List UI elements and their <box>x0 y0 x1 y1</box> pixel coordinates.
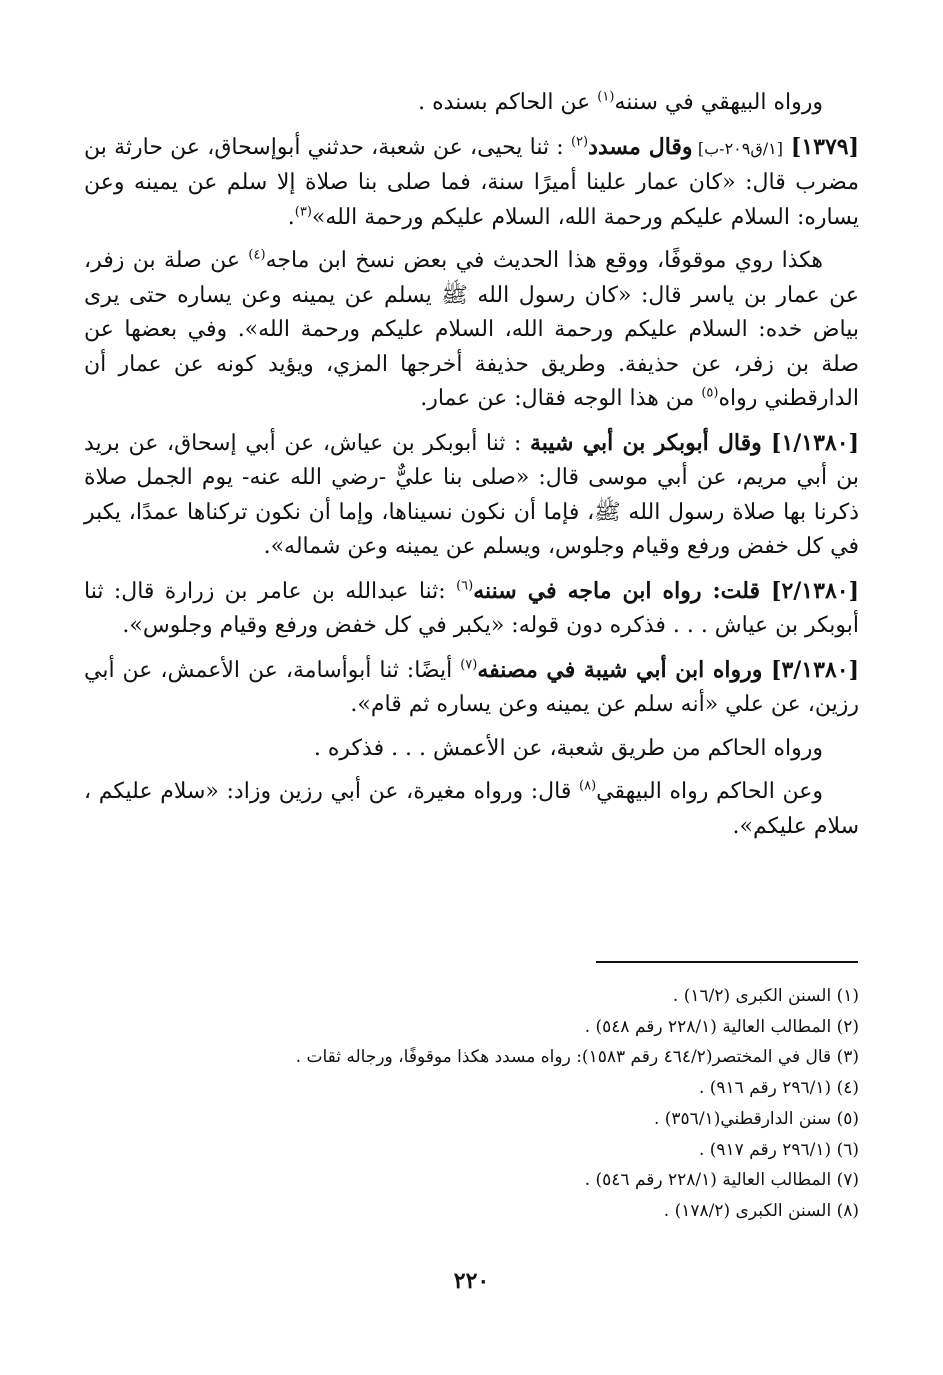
footnote-divider <box>596 961 858 963</box>
text: من هذا الوجه فقال: عن عمار. <box>420 386 702 411</box>
footnote-ref[interactable]: (٨) <box>579 778 597 794</box>
footnote: (٧) المطالب العالية (٢٢٨/١ رقم ٥٤٦) . <box>584 1170 859 1191</box>
hadith-1380-3 <box>84 653 859 723</box>
text: عن الحاكم بسنده . <box>418 90 598 115</box>
footnote: (١) السنن الكبرى (١٦/٢) . <box>672 986 859 1006</box>
hadith-1379 <box>84 130 859 236</box>
paragraph-commentary <box>84 244 859 417</box>
text: ورواه البيهقي في سننه <box>614 90 823 115</box>
footnote-ref[interactable]: (٢) <box>570 134 589 150</box>
main-text <box>84 86 859 853</box>
paragraph-bayhaqi <box>84 775 859 844</box>
footnote-ref[interactable]: (٦) <box>456 578 474 594</box>
paragraph-1 <box>84 86 859 121</box>
hadith-1380-2 <box>84 574 859 644</box>
footnote-ref[interactable]: (٥) <box>701 385 719 401</box>
narrator: وقال أبوبكر بن أبي شيبة <box>529 429 762 456</box>
text: ورواه الحاكم من طريق شعبة، عن الأعمش . . . فذكره . <box>313 735 823 761</box>
footnote-ref[interactable]: (١) <box>597 89 615 105</box>
hadith-number: [١٣٧٩] <box>783 133 859 160</box>
footnote-ref[interactable]: (٤) <box>248 247 266 263</box>
footnote: (٣) قال في المختصر(٤٦٤/٢ رقم ١٥٨٣): رواه مسدد هكذا موقوفًا، ورجاله ثقات . <box>295 1047 859 1068</box>
footnote-ref[interactable]: (٧) <box>460 657 478 673</box>
footnotes <box>120 981 859 1227</box>
text: :ثنا عبدالله بن عامر بن زرارة قال: ثنا أبوبكر بن عياش . . . فذكره دون قوله: «يكبر في كل خفض ورفع وقيام وجلوس». <box>84 578 859 638</box>
narrator: قلت: رواه ابن ماجه في سننه <box>473 577 760 604</box>
text: عن صلة بن زفر، عن عمار بن ياسر قال: «كان رسول الله ﷺ يسلم عن يمينه وعن يساره حتى يرى بياض خده: السلام عليكم ورحمة الله، السلام عليكم ورحمة الله». وفي بعضها عن صلة بن زفر، عن حذيفة. وطريق حذيفة أخرجها المزي، ويؤيد كونه عن عمار أن الدارقطني رواه <box>84 248 859 411</box>
text: قال: ورواه مغيرة، عن أبي رزين وزاد: «سلام عليكم ، سلام عليكم». <box>84 779 859 839</box>
hadith-number: [١/١٣٨٠] <box>761 429 859 456</box>
text: وعن الحاكم رواه البيهقي <box>596 779 824 804</box>
narrator: ورواه ابن أبي شيبة في مصنفه <box>477 656 763 683</box>
paragraph-hakim <box>84 732 859 767</box>
page-number: ٢٢٠ <box>453 1268 490 1294</box>
text: : ثنا يحيى، عن شعبة، حدثني أبوإسحاق، عن حارثة بن مضرب قال: «كان عمار علينا أميرًا سنة، فما صلى بنا صلاة إلا سلم عن يمينه وعن يساره: السلام عليكم ورحمة الله، السلام عليكم ورحمة الله» <box>84 134 859 230</box>
footnote: (٢) المطالب العالية (٢٢٨/١ رقم ٥٤٨) . <box>584 1016 859 1037</box>
hadith-1380-1 <box>84 426 859 565</box>
footnote: (٨) السنن الكبرى (١٧٨/٢) . <box>663 1200 859 1221</box>
text: أيضًا: ثنا أبوأسامة، عن الأعمش، عن أبي رزين، عن علي «أنه سلم عن يمينه وعن يساره ثم قام». <box>84 657 859 717</box>
footnote: (٤) (٢٩٦/١ رقم ٩١٦) . <box>698 1078 859 1099</box>
narrator: وقال مسدد <box>588 133 693 160</box>
hadith-number: [٣/١٣٨٠] <box>762 656 859 683</box>
text: : ثنا أبوبكر بن عياش، عن أبي إسحاق، عن بريد بن أبي مريم، عن أبي موسى قال: «صلى بنا عليٌّ -رضي الله عنه- يوم الجمل صلاة ذكرنا بها صلاة رسول الله ﷺ، فإما أن نكون نسيناها، وإما أن نكون تركناها عمدًا، يكبر في كل خفض ورفع وقيام وجلوس، ويسلم عن يمينه وعن شماله». <box>84 430 859 559</box>
footnote: (٦) (٢٩٦/١ رقم ٩١٧) . <box>698 1139 859 1160</box>
text: . <box>287 204 295 230</box>
text: هكذا روي موقوفًا، ووقع هذا الحديث في بعض نسخ ابن ماجه <box>265 248 824 273</box>
hadith-number: [٢/١٣٨٠] <box>760 577 859 604</box>
manuscript-ref: [١/ق٢٠٩-ب] <box>692 138 784 158</box>
footnote-ref[interactable]: (٣) <box>294 204 312 220</box>
footnote: (٥) سنن الدارقطني(٣٥٦/١) . <box>653 1108 859 1129</box>
